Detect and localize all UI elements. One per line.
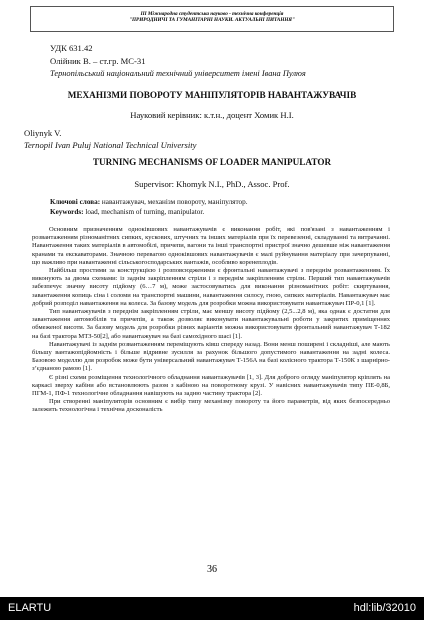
title-en: TURNING MECHANISMS OF LOADER MANIPULATOR: [92, 157, 332, 167]
repository-footer: [0, 597, 424, 620]
author-ua: Олійник В. – ст.гр. МС-31: [50, 56, 146, 66]
keywords-en: [50, 208, 204, 216]
keywords-ua: [50, 198, 248, 206]
keywords-ua-label: Ключові слова:: [50, 198, 101, 206]
keywords-ua-text: навантажувач, механізм повороту, маніпулятор.: [100, 198, 248, 206]
paragraph: Найбільш простими за конструкцією і розповсюдженими є фронтальні навантажувачі з переднім розвантаженням. Їх виконують за двома схемами: із заднім закріпленням стріли і з переднім закріпленням стріли. Перший тип навантажувачів забезпечує значну висоту підйому (6…7 м), може застосовуватись для виконання різноманітних робіт: скиртування, завантаження копиць сіна і соломи на транспортні машини, навантаження силосу, гною, сипких матеріалів. Навантажувач має добрий розподіл навантаження на колеса. За базову модель для розробки можна використовувати навантажувач ПР-0,1 [1].: [32, 267, 390, 307]
repository-name[interactable]: ELARTU: [8, 602, 52, 614]
paragraph: При створенні маніпуляторів основним є вибір типу механізму повороту та його параметрів, від яких безпосередньо залежить технологічна і технічна досконалість: [32, 398, 390, 414]
article-body: [32, 226, 390, 415]
university-ua: Тернопільський національний технічний університет імені Івана Пулюя: [50, 69, 306, 78]
conference-header: [30, 6, 394, 32]
supervisor-en: Supervisor: Khomyk N.I., PhD., Assoc. Prof.: [134, 179, 290, 189]
paragraph: Тип навантажувачів з переднім закріпленням стріли, має меншу висоту підйому (2,5...2,8 м), яка однак є достатня для завантаження автомобілів та причепів, а також дозволяє виконувати навантажувальні роботи у закритих приміщеннях обмеженої висоти. За базову модель для розробки різних варіантів можна використовувати фронтальний навантажувач Т-182 на базі трактора МТЗ-50[2], або навантажувач на базі самохідного шасі [1].: [32, 308, 390, 340]
keywords-en-text: load, mechanism of turning, manipulator.: [83, 208, 205, 216]
paragraph: Основним призначенням одноківшових навантажувачів є виконання робіт, які пов'язані з навантаженням і розвантаженням різноманітних сипких, кускових, штучних та інших матеріалів при їх перевезенні, складуванні та витрачанні. Навантаження таких матеріалів в автомобілі, причепи, вагони та інші транспортні пристрої значно дешевше ніж навантаження кранами та екскаваторами. Значною перевагою одноківшових навантажувачів є малі руйнування матеріалу при зачерпуванні, що важливо при навантаженні сільськогосподарських вантажів, особливо коренеплодів.: [32, 226, 390, 266]
page-number: 36: [207, 564, 217, 575]
paragraph: Навантажувачі із заднім розвантаженням переміщують ківш спереду назад. Вони менш поширені і складніші, але мають більшу вантажопідйомність і більше відривне зусилля за рахунок більшого допустимого навантаження на задні колеса. Базовою моделлю для розробок може бути універсальний навантажувач Т-156А на базі колісного трактора Т-150К з шарнірно-зʼєднаною рамою [1].: [32, 340, 390, 373]
conference-header-line1: III Міжнародна студентська науково - технічна конференція: [140, 11, 284, 17]
author-en: Oliynyk V.: [24, 128, 62, 138]
supervisor-ua: Науковий керівник: к.т.н., доцент Хомик Н.І.: [130, 110, 294, 120]
keywords-en-label: Keywords:: [50, 208, 84, 216]
university-en: Ternopil Ivan Puluj National Technical University: [24, 140, 197, 150]
udc-code: УДК 631.42: [50, 43, 93, 53]
title-ua: МЕХАНІЗМИ ПОВОРОТУ МАНІПУЛЯТОРІВ НАВАНТАЖУВАЧІВ: [67, 90, 357, 100]
paragraph: Є різні схеми розміщення технологічного обладнання навантажувачів [1, 3]. Для доброго огляду маніпулятор кріплять на каркасі зверху кабіни або встановлюють разом з кабіною на поворотному крузі. У навісних навантажувачів типу ПЕ-0,8Б, ПГМ-1, ПФ-1 технологічне обладнання навішують на задню частину трактора [2].: [32, 373, 390, 398]
handle-id[interactable]: hdl:lib/32010: [353, 602, 416, 614]
conference-header-line2: "ПРИРОДНИЧІ ТА ГУМАНІТАРНІ НАУКИ. АКТУАЛЬНІ ПИТАННЯ": [129, 17, 295, 24]
